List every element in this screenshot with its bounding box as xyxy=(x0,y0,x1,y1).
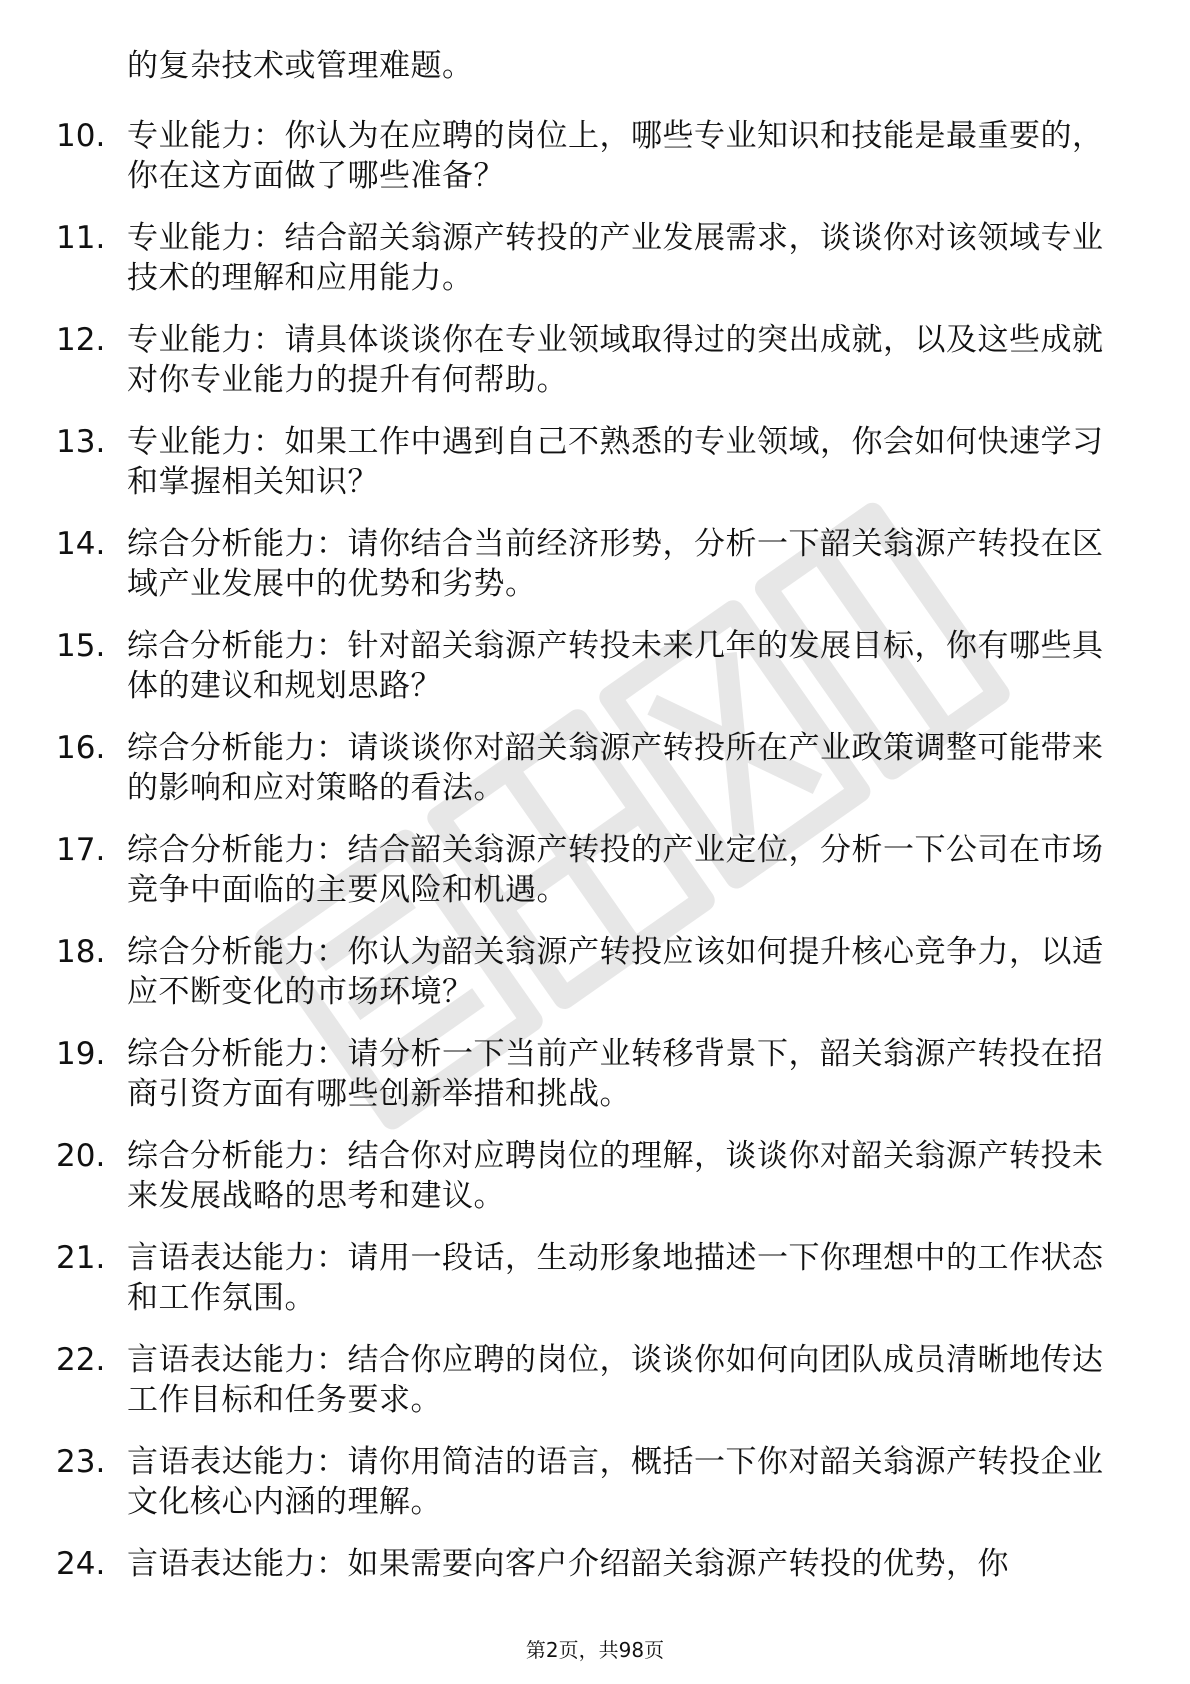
question-text xyxy=(127,626,1112,706)
question-category: 言语表达能力 xyxy=(127,1546,316,1582)
question-number: 19. xyxy=(56,1036,106,1072)
list-item xyxy=(0,818,1190,920)
category-separator: ： xyxy=(316,1240,348,1276)
question-body: 你认为韶关翁源产转投应该如何提升核心竞争力，以适应不断变化的市场环境？ xyxy=(127,934,1104,1010)
question-number: 21. xyxy=(56,1240,106,1276)
question-number: 10. xyxy=(56,118,106,154)
list-item xyxy=(0,512,1190,614)
question-body: 请具体谈谈你在专业领域取得过的突出成就，以及这些成就对你专业能力的提升有何帮助。 xyxy=(127,322,1104,398)
question-text xyxy=(127,1136,1112,1216)
question-category: 专业能力 xyxy=(127,118,253,154)
question-category: 专业能力 xyxy=(127,322,253,358)
question-category: 综合分析能力 xyxy=(127,1138,316,1174)
category-separator: ： xyxy=(316,526,348,562)
page-footer: 第2页，共98页 xyxy=(525,1638,665,1662)
question-body: 如果工作中遇到自己不熟悉的专业领域，你会如何快速学习和掌握相关知识？ xyxy=(127,424,1104,500)
question-body: 如果需要向客户介绍韶关翁源产转投的优势，你 xyxy=(347,1546,1009,1582)
category-separator: ： xyxy=(316,832,348,868)
question-text xyxy=(127,320,1112,400)
question-number: 24. xyxy=(56,1546,106,1582)
list-item xyxy=(0,410,1190,512)
question-body: 结合你应聘的岗位，谈谈你如何向团队成员清晰地传达工作目标和任务要求。 xyxy=(127,1342,1104,1418)
list-item xyxy=(0,1124,1190,1226)
question-text xyxy=(127,1034,1112,1114)
question-category: 综合分析能力 xyxy=(127,730,316,766)
question-body: 你认为在应聘的岗位上，哪些专业知识和技能是最重要的，你在这方面做了哪些准备？ xyxy=(127,118,1104,194)
question-text xyxy=(127,932,1112,1012)
question-number: 12. xyxy=(56,322,106,358)
question-body: 请谈谈你对韶关翁源产转投所在产业政策调整可能带来的影响和应对策略的看法。 xyxy=(127,730,1104,806)
question-category: 专业能力 xyxy=(127,424,253,460)
list-item xyxy=(0,716,1190,818)
category-separator: ： xyxy=(316,1036,348,1072)
category-separator: ： xyxy=(316,1138,348,1174)
question-number: 15. xyxy=(56,628,106,664)
question-number: 20. xyxy=(56,1138,106,1174)
question-number: 13. xyxy=(56,424,106,460)
question-text xyxy=(127,728,1112,808)
list-item xyxy=(0,308,1190,410)
list-item xyxy=(0,1226,1190,1328)
list-item xyxy=(0,1022,1190,1124)
question-category: 综合分析能力 xyxy=(127,1036,316,1072)
category-separator: ： xyxy=(253,118,285,154)
question-number: 11. xyxy=(56,220,106,256)
category-separator: ： xyxy=(316,1546,348,1582)
question-category: 综合分析能力 xyxy=(127,526,316,562)
list-item xyxy=(0,1430,1190,1532)
question-category: 言语表达能力 xyxy=(127,1342,316,1378)
list-item xyxy=(0,1532,1190,1634)
question-number: 22. xyxy=(56,1342,106,1378)
question-body: 结合你对应聘岗位的理解，谈谈你对韶关翁源产转投未来发展战略的思考和建议。 xyxy=(127,1138,1104,1214)
continuation-text: 的复杂技术或管理难题。 xyxy=(127,48,474,84)
question-text xyxy=(127,1340,1112,1420)
list-item xyxy=(0,614,1190,716)
question-body: 结合韶关翁源产转投的产业发展需求，谈谈你对该领域专业技术的理解和应用能力。 xyxy=(127,220,1104,296)
question-text xyxy=(127,1442,1112,1522)
category-separator: ： xyxy=(253,424,285,460)
question-body: 请用一段话，生动形象地描述一下你理想中的工作状态和工作氛围。 xyxy=(127,1240,1104,1316)
list-item xyxy=(0,104,1190,206)
question-category: 综合分析能力 xyxy=(127,934,316,970)
question-category: 综合分析能力 xyxy=(127,832,316,868)
question-list xyxy=(0,104,1190,1634)
question-text xyxy=(127,422,1112,502)
question-text xyxy=(127,830,1112,910)
question-text xyxy=(127,524,1112,604)
question-text xyxy=(127,1238,1112,1318)
question-number: 17. xyxy=(56,832,106,868)
category-separator: ： xyxy=(316,1444,348,1480)
question-number: 16. xyxy=(56,730,106,766)
category-separator: ： xyxy=(316,628,348,664)
list-item xyxy=(0,1328,1190,1430)
question-text xyxy=(127,1544,1112,1584)
category-separator: ： xyxy=(316,730,348,766)
category-separator: ： xyxy=(316,934,348,970)
question-category: 言语表达能力 xyxy=(127,1240,316,1276)
question-category: 综合分析能力 xyxy=(127,628,316,664)
question-number: 14. xyxy=(56,526,106,562)
question-number: 18. xyxy=(56,934,106,970)
question-category: 言语表达能力 xyxy=(127,1444,316,1480)
question-text xyxy=(127,116,1112,196)
question-text xyxy=(127,218,1112,298)
category-separator: ： xyxy=(253,322,285,358)
question-number: 23. xyxy=(56,1444,106,1480)
question-body: 针对韶关翁源产转投未来几年的发展目标，你有哪些具体的建议和规划思路？ xyxy=(127,628,1104,704)
list-item xyxy=(0,920,1190,1022)
question-body: 请你用简洁的语言，概括一下你对韶关翁源产转投企业文化核心内涵的理解。 xyxy=(127,1444,1104,1520)
category-separator: ： xyxy=(253,220,285,256)
category-separator: ： xyxy=(316,1342,348,1378)
question-body: 请分析一下当前产业转移背景下，韶关翁源产转投在招商引资方面有哪些创新举措和挑战。 xyxy=(127,1036,1104,1112)
question-body: 请你结合当前经济形势，分析一下韶关翁源产转投在区域产业发展中的优势和劣势。 xyxy=(127,526,1104,602)
list-item xyxy=(0,206,1190,308)
question-category: 专业能力 xyxy=(127,220,253,256)
question-body: 结合韶关翁源产转投的产业定位，分析一下公司在市场竞争中面临的主要风险和机遇。 xyxy=(127,832,1104,908)
